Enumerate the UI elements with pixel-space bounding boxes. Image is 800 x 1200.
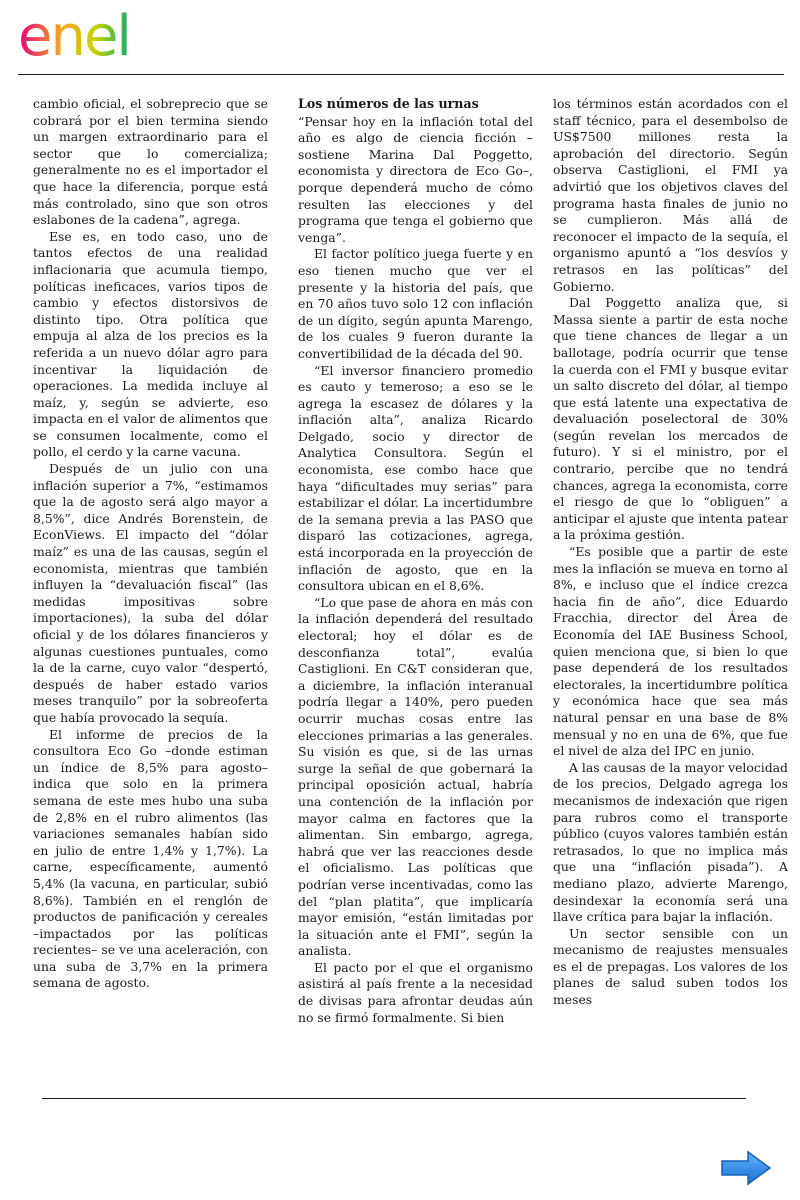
paragraph: los términos están acordados con el staff técnico, para el desembolso de US$7500 millones resta la aprobación del directorio. Según observa Castiglioni, el FMI ya advirtió que los objetivos claves del programa hasta finales de junio no se cumplieron. Más allá de reconocer el impacto de la sequía, el organismo apuntó a “los desvíos y retrasos en las políticas” del Gobierno. bbox=[553, 96, 788, 294]
paragraph: El informe de precios de la consultora Eco Go –donde estiman un índice de 8,5% para agosto– indica que solo en la primera semana de este mes hubo una suba de 2,8% en el rubro alimentos (las variaciones semanales habían sido en julio de entre 1,4% y 1,7%). La carne, específicamente, aumentó 5,4% (la vacuna, en particular, subió 8,6%). También en el renglón de productos de panificación y cereales –impactados por las políticas recientes– se ve una aceleración, con una suba de 3,7% en la primera semana de agosto. bbox=[33, 726, 268, 991]
section-subheading: Los números de las urnas bbox=[298, 96, 479, 111]
bottom-divider bbox=[42, 1098, 746, 1099]
paragraph: cambio oficial, el sobreprecio que se cobrará por el bien termina siendo un margen extraordinario para el sector que lo comercializa; generalmente no es el importador el que hace la diferencia, porque está más controlado, sino que son otros eslabones de la cadena”, agrega. bbox=[33, 96, 268, 228]
paragraph: Dal Poggetto analiza que, si Massa siente a partir de esta noche que tiene chances de llegar a un ballotage, podría ocurrir que tense la cuerda con el FMI y busque evitar un salto discreto del dólar, al tiempo que está latente una expectativa de devaluación poselectoral de 30% (según revelan los mercados de futuro). Y si el ministro, por el contrario, percibe que no tendrá chances, agrega la economista, corre el riesgo de que lo “obliguen” a anticipar el ajuste que intenta patear a la próxima gestión. bbox=[553, 295, 788, 543]
top-divider bbox=[18, 74, 784, 75]
logo-text: enel bbox=[18, 6, 188, 68]
paragraph: A las causas de la mayor velocidad de los precios, Delgado agrega los mecanismos de indexación que rigen para rubros como el transporte público (cuyos valores también están retrasados, lo que no implica más que una “inflación pisada”). A mediano plazo, advierte Marengo, desindexar la economía será una llave crítica para bajar la inflación. bbox=[553, 759, 788, 925]
paragraph: “Es posible que a partir de este mes la inflación se mueva en torno al 8%, e incluso que el índice crezca hacia fin de año”, dice Eduardo Fracchia, director del Área de Economía del IAE Business School, quien menciona que, si bien lo que pase dependerá de los resultados electorales, la incertidumbre política y económica hace que sea más natural pensar en una base de 8% mensual y no en una de 6%, que fue el nivel de alza del IPC en junio. bbox=[553, 544, 788, 759]
next-page-button[interactable] bbox=[718, 1148, 774, 1188]
article-column-1 bbox=[33, 96, 268, 992]
paragraph: Después de un julio con una inflación superior a 7%, “estimamos que la de agosto será algo mayor a 8,5%”, dice Andrés Borenstein, de EconViews. El impacto del “dólar maíz” es una de las causas, según el economista, mientras que también influyen la “devaluación fiscal” (las medidas impositivas sobre importaciones), la suba del dólar oficial y de los dólares financieros y algunas cuestiones puntuales, como la de la carne, cuyo valor “despertó, después de haber estado varios meses tranquilo” por la sobreoferta que había provocado la sequía. bbox=[33, 461, 268, 725]
article-column-2 bbox=[298, 96, 533, 1026]
paragraph: “Lo que pase de ahora en más con la inflación dependerá del resultado electoral; hoy el dólar es de desconfianza total”, evalúa Castiglioni. En C&T consideran que, a diciembre, la inflación interanual podría llegar a 140%, pero pueden ocurrir muchas cosas entre las elecciones primarias a las generales. Su visión es que, si de las urnas surge la señal de que gobernará la principal oposición actual, habría una contención de la inflación por mayor calma en factores que la alimentan. Sin embargo, agrega, habrá que ver las reacciones desde el oficialismo. Las políticas que podrían verse incentivadas, como las del “plan platita”, que implicaría mayor emisión, “están limitadas por la situación ante el FMI”, según la analista. bbox=[298, 594, 533, 959]
paragraph: “El inversor financiero promedio es cauto y temeroso; a eso se le agrega la escasez de dólares y la inflación alta”, analiza Ricardo Delgado, socio y director de Analytica Consultora. Según el economista, ese combo hace que haya “dificultades muy serias” para estabilizar el dólar. La incertidumbre de la semana previa a las PASO que disparó las cotizaciones, agrega, está incorporada en la proyección de inflación de agosto, que en la consultora ubican en el 8,6%. bbox=[298, 362, 533, 594]
paragraph: El pacto por el que el organismo asistirá al país frente a la necesidad de divisas para afrontar deudas aún no se firmó formalmente. Si bien bbox=[298, 959, 533, 1025]
paragraph: El factor político juega fuerte y en eso tienen mucho que ver el presente y la historia del país, que en 70 años tuvo solo 12 con inflación de un dígito, según apunta Marengo, de los cuales 9 fueron durante la convertibilidad de la década del 90. bbox=[298, 246, 533, 361]
enel-logo bbox=[18, 6, 188, 68]
paragraph: Un sector sensible con un mecanismo de reajustes mensuales es el de prepagas. Los valores de los planes de salud suben todos los meses bbox=[553, 925, 788, 1008]
paragraph: “Pensar hoy en la inflación total del año es algo de ciencia ficción –sostiene Marina Dal Poggetto, economista y directora de Eco Go–, porque dependerá mucho de cómo resulten las elecciones y del programa que tenga el gobierno que venga”. bbox=[298, 113, 533, 245]
right-arrow-icon bbox=[718, 1148, 774, 1188]
article-column-3 bbox=[553, 96, 788, 1009]
paragraph: Ese es, en todo caso, uno de tantos efectos de una realidad inflacionaria que acumula tiempo, políticas ineficaces, varios tipos de cambio y efectos distorsivos de distinto tipo. Otra política que empuja al alza de los precios es la referida a un nuevo dólar agro para incentivar la liquidación de operaciones. La medida incluye al maíz, y, según se advierte, eso impacta en el valor de alimentos que se consumen localmente, como el pollo, el cerdo y la carne vacuna. bbox=[33, 228, 268, 460]
